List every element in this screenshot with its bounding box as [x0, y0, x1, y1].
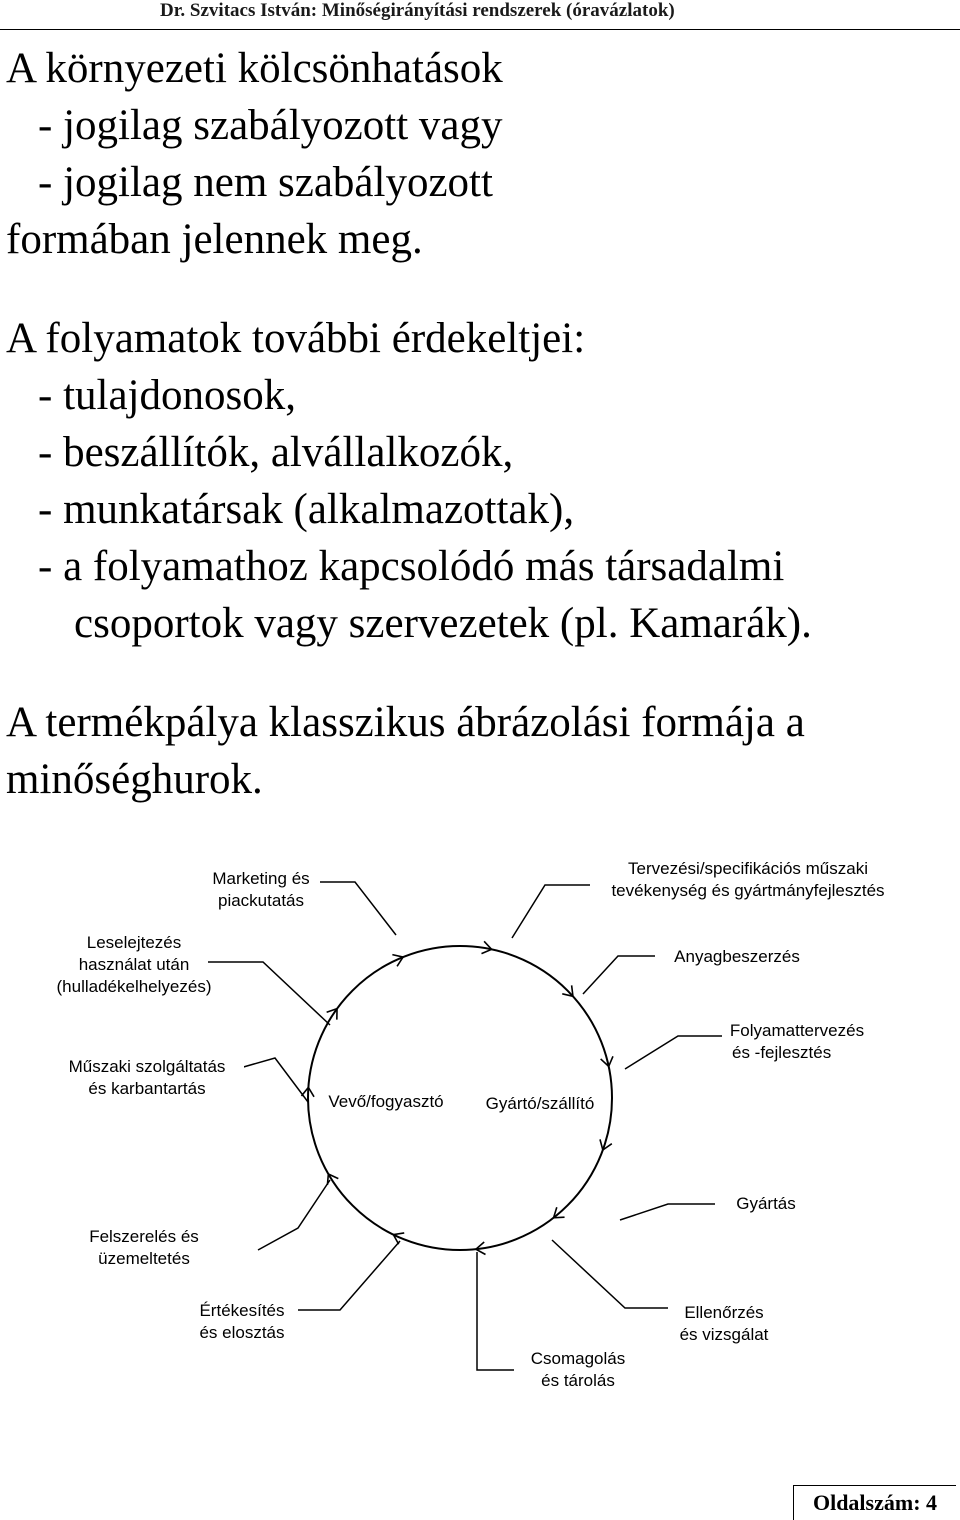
label-marketing: Marketing és piackutatás: [212, 869, 310, 910]
label-ellenorzes: Ellenőrzés és vizsgálat: [679, 1303, 769, 1344]
quality-loop-diagram: [0, 840, 960, 1410]
leader-marketing: [320, 882, 396, 935]
page-number: Oldalszám: 4: [793, 1485, 956, 1520]
document-header: Dr. Szvitacs István: Minőségirányítási rendszerek (óravázlatok): [160, 0, 675, 21]
list-item: - a folyamathoz kapcsolódó más társadalmi: [38, 543, 785, 590]
paragraph-stakeholders: [6, 310, 812, 652]
paragraph-line: A környezeti kölcsönhatások: [6, 45, 503, 92]
leader-folyamat: [625, 1036, 722, 1069]
list-item: - tulajdonosok,: [38, 372, 296, 419]
leader-ertekesites: [295, 1241, 400, 1310]
label-muszaki: Műszaki szolgáltatás és karbantartás: [50, 1056, 244, 1100]
label-vevo: Vevő/fogyasztó: [328, 1092, 444, 1111]
label-leselejtezes: Leselejtezés használat után (hulladékelhelyezés): [56, 933, 212, 996]
leader-anyag: [583, 956, 655, 994]
paragraph-line: - jogilag nem szabályozott: [38, 159, 493, 206]
paragraph-line: A termékpálya klasszikus ábrázolási formája a: [6, 699, 805, 746]
label-csomagolas: Csomagolás és tárolás: [514, 1348, 642, 1392]
label-folyamattervezes: Folyamattervezés és -fejlesztés: [729, 1021, 865, 1062]
paragraph-environment: [6, 40, 503, 268]
list-item-continuation: csoportok vagy szervezetek (pl. Kamarák).: [74, 600, 812, 647]
list-item: - munkatársak (alkalmazottak),: [38, 486, 575, 533]
list-item: - beszállítók, alvállalkozók,: [38, 429, 514, 476]
label-anyagbeszerzes: Anyagbeszerzés: [674, 947, 800, 966]
paragraph-line: formában jelennek meg.: [6, 216, 423, 263]
label-felszereles: Felszerelés és üzemeltetés: [89, 1227, 199, 1268]
leader-felszereles: [258, 1180, 330, 1250]
paragraph-line: - jogilag szabályozott vagy: [38, 102, 503, 149]
label-tervezes: Tervezési/specifikációs műszaki tevékenység és gyártmányfejlesztés: [611, 859, 885, 900]
label-ertekesites: Értékesítés és elosztás: [186, 1300, 298, 1344]
leader-gyartas: [620, 1204, 715, 1220]
paragraph-line: minőséghurok.: [6, 756, 263, 803]
paragraph-quality-loop: [6, 694, 805, 808]
leader-muszaki: [240, 1058, 308, 1102]
label-gyarto: Gyártó/szállító: [485, 1094, 595, 1113]
leader-ellenorzes: [552, 1240, 668, 1308]
paragraph-line: A folyamatok további érdekeltjei:: [6, 315, 586, 362]
quality-loop-svg: [0, 840, 960, 1410]
header-rule: [0, 29, 960, 30]
label-gyartas: Gyártás: [736, 1194, 796, 1213]
leader-lines: [208, 882, 722, 1370]
